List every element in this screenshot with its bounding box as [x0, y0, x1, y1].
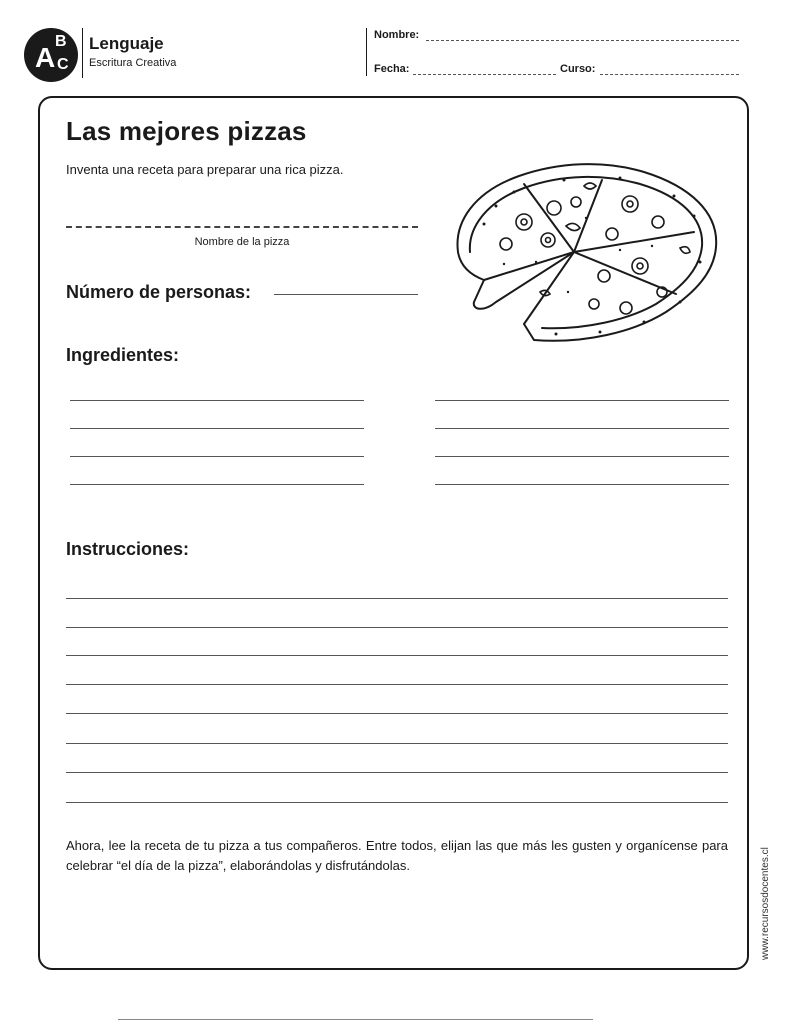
logo-letter-a: A: [35, 42, 56, 73]
ingredient-line[interactable]: [435, 400, 729, 401]
subject-subtitle: Escritura Creativa: [89, 57, 177, 69]
worksheet-intro: Inventa una receta para preparar una rica pizza.: [66, 162, 344, 177]
bottom-rule: [118, 1019, 593, 1020]
pizza-name-field[interactable]: [66, 226, 418, 228]
ingredient-line[interactable]: [435, 456, 729, 457]
name-label: Nombre:: [374, 29, 420, 41]
pizza-illustration: [444, 152, 726, 352]
instruction-line[interactable]: [66, 684, 728, 685]
ingredient-line[interactable]: [435, 428, 729, 429]
subject-title: Lenguaje: [89, 34, 164, 53]
name-field[interactable]: [426, 40, 739, 41]
ingredient-line[interactable]: [435, 484, 729, 485]
date-label: Fecha:: [374, 63, 410, 75]
instruction-line[interactable]: [66, 802, 728, 803]
people-label: Número de personas:: [66, 282, 252, 302]
pizza-name-caption: Nombre de la pizza: [194, 236, 290, 248]
instruction-line[interactable]: [66, 743, 728, 744]
ingredient-line[interactable]: [70, 428, 364, 429]
logo-letter-c: C: [57, 56, 69, 73]
people-field[interactable]: [274, 294, 418, 295]
instruction-line[interactable]: [66, 772, 728, 773]
instruction-line[interactable]: [66, 627, 728, 628]
ingredients-label: Ingredientes:: [66, 345, 180, 365]
course-field[interactable]: [600, 74, 739, 75]
logo-letter-b: B: [55, 33, 67, 50]
instruction-line[interactable]: [66, 598, 728, 599]
ingredient-line[interactable]: [70, 484, 364, 485]
ingredient-line[interactable]: [70, 456, 364, 457]
ingredient-line[interactable]: [70, 400, 364, 401]
closing-paragraph: Ahora, lee la receta de tu pizza a tus compañeros. Entre todos, elijan las que más les gusten y organícense para celebrar “el día de la pizza”, elaborándolas y disfrutándolas.: [66, 838, 728, 873]
instruction-line[interactable]: [66, 713, 728, 714]
course-label: Curso:: [560, 63, 596, 75]
source-url: www.recursosdocentes.cl: [760, 847, 771, 960]
date-field[interactable]: [413, 74, 556, 75]
instructions-label: Instrucciones:: [66, 539, 190, 559]
header-divider-fields: [366, 28, 367, 76]
abc-logo: [24, 28, 78, 82]
header-divider: [82, 28, 83, 78]
instruction-line[interactable]: [66, 655, 728, 656]
worksheet-title: Las mejores pizzas: [66, 116, 307, 146]
